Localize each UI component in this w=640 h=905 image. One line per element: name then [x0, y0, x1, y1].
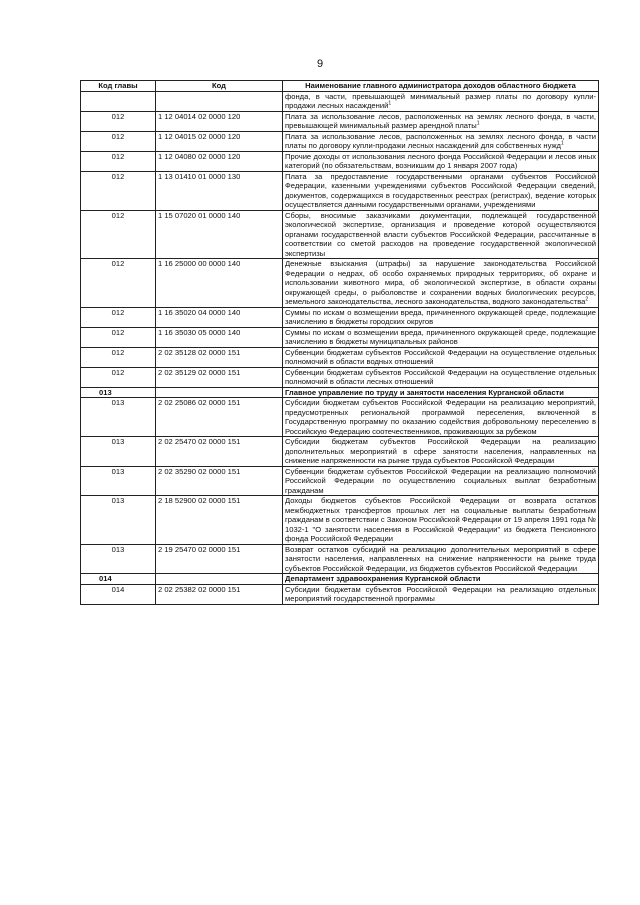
cell-name-text: Субвенции бюджетам субъектов Российской Федерации на осуществление отдельных полномочий в области лесных отношений: [285, 367, 596, 386]
cell-name: [283, 367, 599, 387]
cell-name: [283, 466, 599, 496]
cell-name: [283, 387, 599, 398]
cell-name: [283, 398, 599, 437]
cell-revenue-code: [156, 91, 283, 111]
cell-name: [283, 584, 599, 604]
cell-chapter-code: 012: [81, 259, 156, 308]
cell-chapter-code: 012: [81, 327, 156, 347]
revenue-administrators-table: [80, 80, 599, 605]
cell-chapter-code: 012: [81, 347, 156, 367]
table-row: [81, 327, 599, 347]
table-row: [81, 437, 599, 467]
cell-name: [283, 327, 599, 347]
cell-name: [283, 131, 599, 151]
table-row: [81, 210, 599, 259]
footnote-marker: 1: [476, 120, 480, 127]
cell-name-text: Прочие доходы от использования лесного фонда Российской Федерации и лесов иных категорий (по обязательствам, возникшим до 1 января 2007 года): [285, 151, 596, 170]
cell-revenue-code: [156, 387, 283, 398]
cell-name-text: Департамент здравоохранения Курганской области: [285, 574, 481, 583]
cell-name: [283, 111, 599, 131]
cell-revenue-code: 2 19 25470 02 0000 151: [156, 544, 283, 574]
table-row: [81, 544, 599, 574]
cell-name: [283, 171, 599, 210]
cell-name: [283, 151, 599, 171]
cell-revenue-code: 1 12 04014 02 0000 120: [156, 111, 283, 131]
cell-name: [283, 437, 599, 467]
cell-name: [283, 496, 599, 545]
cell-chapter-code: 012: [81, 210, 156, 259]
cell-name: [283, 210, 599, 259]
cell-name-text: Субвенции бюджетам субъектов Российской Федерации на реализацию полномочий Российской Федерации по осуществлению социальных выплат безработным гражданам: [285, 466, 596, 495]
footnote-marker: 1: [561, 140, 564, 147]
cell-name-text: Субсидии бюджетам субъектов Российской Федерации на реализацию отдельных мероприятий государственной программы: [285, 584, 596, 603]
cell-chapter-code: 013: [81, 398, 156, 437]
table-row: [81, 466, 599, 496]
cell-chapter-code: 013: [81, 466, 156, 496]
table-row: [81, 91, 599, 111]
cell-chapter-code: 013: [81, 544, 156, 574]
cell-name-text: Суммы по искам о возмещении вреда, причиненного окружающей среде, подлежащие зачислению в бюджеты муниципальных районов: [285, 327, 596, 346]
cell-chapter-code: [81, 91, 156, 111]
cell-name-text: Денежные взыскания (штрафы) за нарушение законодательства Российской Федерации о недрах, об особо охраняемых природных территориях, об охране и использовании животного мира, об экологической экспертизе, в области охраны окружающей среды, о рыболовстве и сохранении водных биологических ресурсов, земельного законодательства, лесного законодательства, водного законодательства: [285, 259, 596, 306]
cell-chapter-code: 013: [81, 387, 156, 398]
cell-name: [283, 307, 599, 327]
table-row: [81, 584, 599, 604]
cell-revenue-code: 2 02 25086 02 0000 151: [156, 398, 283, 437]
cell-revenue-code: 2 02 25470 02 0000 151: [156, 437, 283, 467]
cell-name-text: Возврат остатков субсидий на реализацию дополнительных мероприятий в сфере занятости населения, направленных на снижение напряженности на рынке труда субъектов Российской Федерации, из бюджетов субъектов Российской Федерации: [285, 544, 596, 573]
cell-name: [283, 574, 599, 585]
cell-name-text: Главное управление по труду и занятости населения Курганской области: [285, 387, 564, 397]
cell-revenue-code: 2 02 35129 02 0000 151: [156, 367, 283, 387]
cell-revenue-code: 2 02 25382 02 0000 151: [156, 584, 283, 604]
table-row: [81, 367, 599, 387]
cell-name-text: Сборы, вносимые заказчиками документации, подлежащей государственной экологической экспертизе, организация и проведение которой осуществляются органами государственной власти субъектов Российской Федерации, рассчитанные в соответствии со сметой расходов на проведение государственной экологической экспертизы: [285, 210, 596, 258]
cell-chapter-code: 012: [81, 367, 156, 387]
table-row: [81, 259, 599, 308]
cell-revenue-code: 1 13 01410 01 0000 130: [156, 171, 283, 210]
cell-chapter-code: 012: [81, 171, 156, 210]
cell-name-text: фонда, в части, превышающей минимальный размер платы по договору купли-продажи лесных насаждений: [285, 91, 596, 110]
column-header-name: Наименование главного администратора доходов областного бюджета: [283, 81, 599, 92]
cell-revenue-code: 2 02 35290 02 0000 151: [156, 466, 283, 496]
cell-revenue-code: 2 02 35128 02 0000 151: [156, 347, 283, 367]
table-section-row: [81, 574, 599, 585]
cell-revenue-code: 1 12 04080 02 0000 120: [156, 151, 283, 171]
cell-name: [283, 544, 599, 574]
footnote-marker: 2: [585, 296, 589, 303]
cell-revenue-code: 1 16 25000 00 0000 140: [156, 259, 283, 308]
cell-name: [283, 91, 599, 111]
cell-revenue-code: 1 12 04015 02 0000 120: [156, 131, 283, 151]
cell-name: [283, 259, 599, 308]
cell-name-text: Плата за предоставление государственными органами субъектов Российской Федерации, казенными учреждениями субъектов Российской Федерации сведений, документов, содержащихся в государственных реестрах (регистрах), ведение которых осуществляется данными государственными органами, учреждениями: [285, 171, 596, 209]
table-header-row: [81, 81, 599, 92]
cell-name-text: Доходы бюджетов субъектов Российской Федерации от возврата остатков межбюджетных трансфертов прошлых лет на социальные выплаты безработным гражданам в соответствии с Законом Российской Федерации от 19 апреля 1991 года № 1032-1 "О занятости населения в Российской Федерации" из бюджета Пенсионного фонда Российской Федерации: [285, 496, 596, 543]
cell-chapter-code: 013: [81, 437, 156, 467]
table-row: [81, 496, 599, 545]
cell-name-text: Плата за использование лесов, расположенных на землях лесного фонда, в части, превышающей минимальный размер арендной платы: [285, 111, 596, 130]
cell-revenue-code: 1 16 35030 05 0000 140: [156, 327, 283, 347]
cell-name-text: Плата за использование лесов, расположенных на землях лесного фонда, в части платы по договору купли-продажи лесных насаждений для собственных нужд: [285, 131, 596, 150]
cell-name-text: Суммы по искам о возмещении вреда, причиненного окружающей среде, подлежащие зачислению в бюджеты городских округов: [285, 307, 596, 326]
cell-name: [283, 347, 599, 367]
cell-chapter-code: 014: [81, 584, 156, 604]
table-row: [81, 151, 599, 171]
table-row: [81, 347, 599, 367]
column-header-code: Код: [156, 81, 283, 92]
cell-revenue-code: 1 15 07020 01 0000 140: [156, 210, 283, 259]
table-row: [81, 307, 599, 327]
cell-revenue-code: 2 18 52900 02 0000 151: [156, 496, 283, 545]
footnote-marker: 1: [388, 100, 392, 107]
table-row: [81, 111, 599, 131]
cell-chapter-code: 013: [81, 496, 156, 545]
table-row: [81, 131, 599, 151]
column-header-chapter: Код главы: [81, 81, 156, 92]
cell-revenue-code: [156, 574, 283, 585]
cell-name-text: Субсидии бюджетам субъектов Российской Федерации на реализацию дополнительных мероприятий в сфере занятости населения, направленных на снижение напряженности на рынке труда субъектов Российской Федерации: [285, 437, 596, 465]
cell-chapter-code: 012: [81, 307, 156, 327]
table-row: [81, 398, 599, 437]
cell-name-text: Субсидии бюджетам субъектов Российской Федерации на реализацию мероприятий, предусмотренных региональной программой переселения, включенной в Государственную программу по оказанию содействия добровольному переселению в Российскую Федерацию соотечественников, проживающих за рубежом: [285, 398, 596, 436]
cell-revenue-code: 1 16 35020 04 0000 140: [156, 307, 283, 327]
cell-name-text: Субвенции бюджетам субъектов Российской Федерации на осуществление отдельных полномочий в области водных отношений: [285, 347, 596, 366]
table-row: [81, 171, 599, 210]
cell-chapter-code: 012: [81, 131, 156, 151]
page-number: 9: [316, 58, 324, 70]
cell-chapter-code: 012: [81, 111, 156, 131]
table-section-row: [81, 387, 599, 398]
cell-chapter-code: 014: [81, 574, 156, 585]
cell-chapter-code: 012: [81, 151, 156, 171]
